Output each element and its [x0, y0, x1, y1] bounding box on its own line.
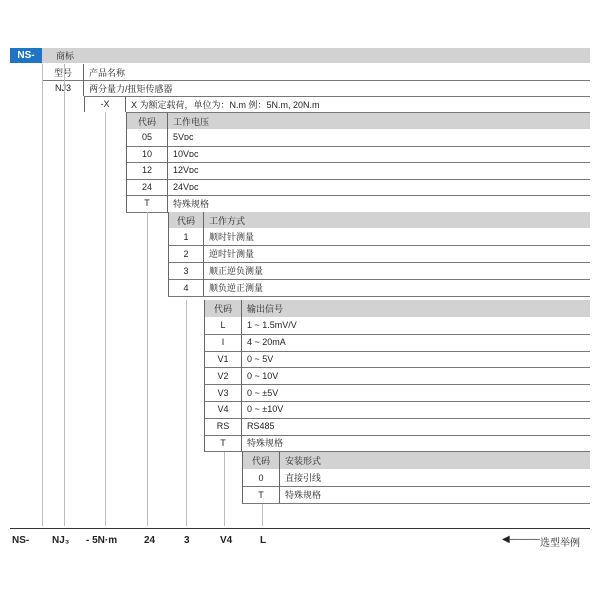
voltage-name: 5Vᴅᴄ	[173, 132, 194, 143]
example-output: V4	[220, 535, 233, 546]
mode-header	[168, 212, 590, 228]
voltage-code: 10	[126, 146, 168, 163]
prefix-badge: NS-	[10, 48, 42, 63]
mode-code: 3	[168, 262, 204, 279]
mode-name: 顺负逆正测量	[209, 283, 264, 293]
voltage-row	[126, 129, 590, 146]
example-install: L	[260, 535, 267, 546]
install-name: 直接引线	[285, 473, 322, 483]
output-code: I	[204, 334, 242, 351]
output-header-name: 输出信号	[247, 304, 284, 314]
voltage-header-name: 工作电压	[173, 116, 210, 127]
voltage-name: 特殊规格	[173, 198, 210, 209]
voltage-row	[126, 146, 590, 163]
output-code: L	[204, 317, 242, 334]
output-code: V3	[204, 384, 242, 401]
output-name: 特殊规格	[247, 438, 284, 449]
model-header-code: 型号	[42, 64, 84, 80]
output-row	[204, 418, 590, 435]
mode-code: 2	[168, 245, 204, 262]
install-header-code: 代码	[242, 452, 280, 469]
output-row	[204, 317, 590, 334]
model-row	[42, 80, 590, 96]
output-row	[204, 351, 590, 368]
voltage-header-code: 代码	[126, 113, 168, 129]
mode-row	[168, 245, 590, 262]
voltage-name: 12Vᴅᴄ	[173, 165, 199, 176]
voltage-row	[126, 179, 590, 196]
install-row	[242, 486, 590, 503]
output-row	[204, 384, 590, 401]
example-model: NJ₃	[52, 535, 70, 546]
output-name: 4 ~ 20mA	[247, 337, 286, 348]
output-name: 0 ~ ±10V	[247, 404, 284, 415]
load-code: -X	[84, 96, 126, 112]
voltage-header	[126, 113, 590, 129]
install-code: T	[242, 486, 280, 503]
load-row	[84, 96, 590, 112]
voltage-code: 24	[126, 179, 168, 196]
mode-row	[168, 228, 590, 245]
output-name: 1 ~ 1.5mV/V	[247, 320, 297, 331]
trademark-header	[42, 48, 590, 63]
output-name: 0 ~ 5V	[247, 353, 274, 364]
example-prefix: NS-	[12, 535, 30, 546]
model-code: NJ3	[42, 80, 84, 96]
mode-header-code: 代码	[168, 212, 204, 228]
output-row	[204, 367, 590, 384]
voltage-name: 10Vᴅᴄ	[173, 148, 199, 159]
output-code: RS	[204, 418, 242, 435]
output-header	[204, 300, 590, 317]
model-name: 两分量力/扭矩传感器	[89, 83, 173, 94]
mode-name: 逆时针测量	[209, 249, 255, 259]
output-code: V4	[204, 401, 242, 418]
trademark-label: 商标	[56, 51, 75, 61]
mode-row	[168, 279, 590, 296]
output-row	[204, 334, 590, 351]
voltage-code: T	[126, 195, 168, 212]
install-row	[242, 469, 590, 486]
output-code: V1	[204, 351, 242, 368]
install-header-name: 安装形式	[285, 456, 322, 466]
output-code: V2	[204, 367, 242, 384]
mode-code: 4	[168, 279, 204, 296]
mode-code: 1	[168, 228, 204, 245]
model-header-name: 产品名称	[89, 67, 126, 78]
example-voltage: 24	[144, 535, 156, 546]
example-mode: 3	[184, 535, 190, 546]
example-load: - 5N·m	[86, 535, 118, 546]
install-header	[242, 452, 590, 469]
output-name: 0 ~ ±5V	[247, 387, 279, 398]
load-desc: X 为额定载荷，单位为：N.m 例：5N.m, 20N.m	[131, 99, 320, 110]
output-row	[204, 435, 590, 452]
voltage-name: 24Vᴅᴄ	[173, 181, 199, 192]
mode-header-name: 工作方式	[209, 215, 246, 226]
mode-name: 顺时针测量	[209, 232, 255, 242]
voltage-code: 05	[126, 129, 168, 146]
voltage-row	[126, 162, 590, 179]
example-caption: 选型举例	[540, 538, 580, 549]
output-code: T	[204, 435, 242, 452]
model-header-row	[42, 64, 590, 80]
install-name: 特殊规格	[285, 490, 322, 500]
install-code: 0	[242, 469, 280, 486]
example-divider	[10, 528, 590, 529]
example-arrow: ◀———	[502, 534, 540, 545]
output-row	[204, 401, 590, 418]
mode-row	[168, 262, 590, 279]
output-header-code: 代码	[204, 300, 242, 317]
output-name: RS485	[247, 421, 275, 432]
voltage-row	[126, 195, 590, 212]
output-name: 0 ~ 10V	[247, 370, 279, 381]
voltage-code: 12	[126, 162, 168, 179]
mode-name: 顺正逆负测量	[209, 266, 264, 276]
